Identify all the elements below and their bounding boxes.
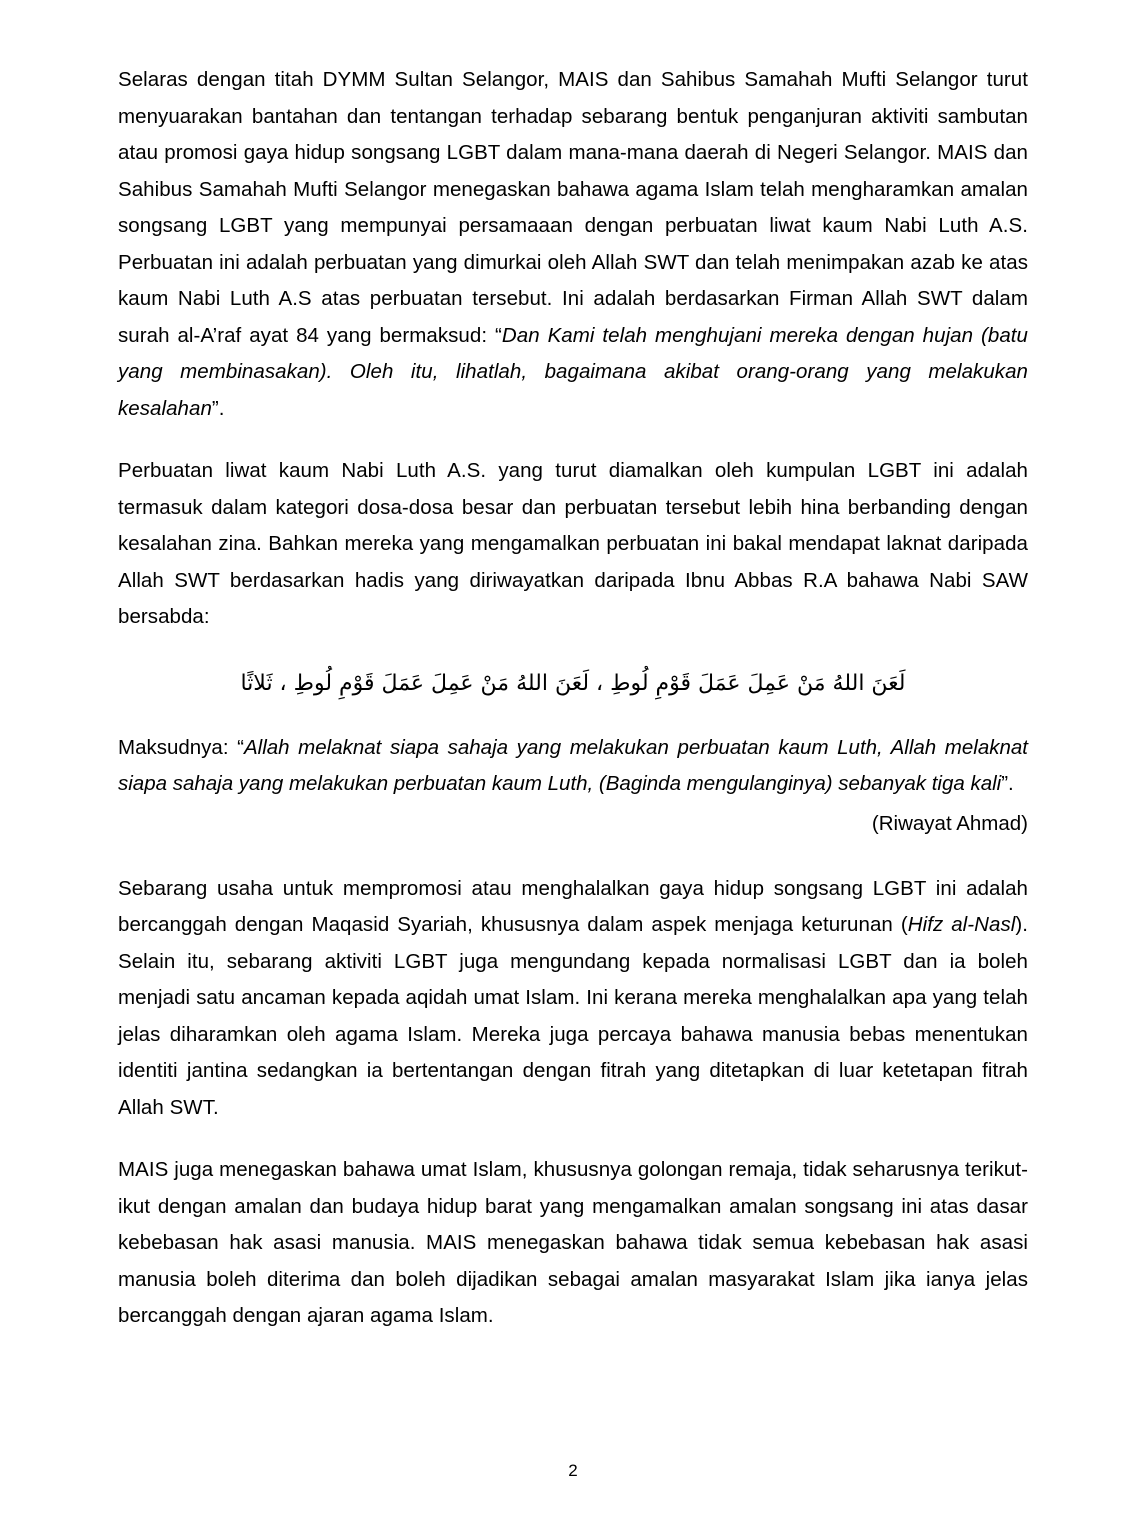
paragraph-1-text-italic: Dan Kami telah menghujani mereka dengan hujan (batu yang membinasakan). Oleh itu, lihatlah, bagaimana akibat orang-orang yang melakukan kesalahan: [118, 323, 1028, 420]
paragraph-2-text: Perbuatan liwat kaum Nabi Luth A.S. yang turut diamalkan oleh kumpulan LGBT ini adalah termasuk dalam kategori dosa-dosa besar dan perbuatan tersebut lebih hina berbanding dengan kesalahan zina. Bahkan mereka yang mengamalkan perbuatan ini bakal mendapat laknat daripada Allah SWT berdasarkan hadis yang diriwayatkan daripada Ibnu Abbas R.A bahawa Nabi SAW bersabda:: [118, 459, 1028, 628]
paragraph-3-text-normal-b: ). Selain itu, sebarang aktiviti LGBT juga mengundang kepada normalisasi LGBT dan ia boleh menjadi satu ancaman kepada aqidah umat Islam. Ini kerana mereka menghalalkan apa yang telah jelas diharamkan oleh agama Islam. Mereka juga percaya bahawa manusia bebas menentukan identiti jantina sedangkan ia bertentangan dengan fitrah yang ditetapkan di luar ketetapan fitrah Allah SWT.: [118, 913, 1028, 1119]
paragraph-3-text-normal-a: Sebarang usaha untuk mempromosi atau menghalalkan gaya hidup songsang LGBT ini adalah bercanggah dengan Maqasid Syariah, khususnya dalam aspek menjaga keturunan (: [118, 876, 1028, 936]
paragraph-1-text-normal-b: ”.: [211, 396, 225, 420]
page-number: 2: [568, 1461, 578, 1480]
translation-italic-text: Allah melaknat siapa sahaja yang melakukan perbuatan kaum Luth, Allah melaknat siapa sahaja yang melakukan perbuatan kaum Luth, (Baginda mengulanginya) sebanyak tiga kali: [118, 735, 1028, 795]
paragraph-1-text-normal-a: Selaras dengan titah DYMM Sultan Selangor, MAIS dan Sahibus Samahah Mufti Selangor turut menyuarakan bantahan dan tentangan terhadap sebarang bentuk penganjuran aktiviti sambutan atau promosi gaya hidup songsang LGBT dalam mana-mana daerah di Negeri Selangor. MAIS dan Sahibus Samahah Mufti Selangor menegaskan bahawa agama Islam telah mengharamkan amalan songsang LGBT yang mempunyai persamaaan dengan perbuatan liwat kaum Nabi Luth A.S. Perbuatan ini adalah perbuatan yang dimurkai oleh Allah SWT dan telah menimpakan azab ke atas kaum Nabi Luth A.S atas perbuatan tersebut. Ini adalah berdasarkan Firman Allah SWT dalam surah al-A’raf ayat 84 yang bermaksud: “: [118, 68, 1028, 347]
paragraph-4-text: MAIS juga menegaskan bahawa umat Islam, khususnya golongan remaja, tidak seharusnya terikut-ikut dengan amalan dan budaya hidup barat yang mengamalkan amalan songsang ini atas dasar kebebasan hak asasi manusia. MAIS menegaskan bahawa tidak semua kebebasan hak asasi manusia boleh diterima dan boleh dijadikan sebagai amalan masyarakat Islam jika ianya jelas bercanggah dengan ajaran agama Islam.: [118, 1158, 1028, 1327]
paragraph-3-text-italic: Hifz al-Nasl: [907, 913, 1016, 936]
paragraph-2: [118, 453, 1028, 636]
arabic-hadith-quote: لَعَنَ اللهُ مَنْ عَمِلَ عَمَلَ قَوْمِ لُوطِ ، لَعَنَ اللهُ مَنْ عَمِلَ عَمَلَ قَوْمِ لُوطِ ، ثَلاثًا: [240, 670, 906, 696]
translation-paragraph: [118, 730, 1028, 803]
translation-closing: ”.: [1001, 772, 1014, 795]
translation-label: Maksudnya: “: [118, 735, 244, 759]
paragraph-1: [118, 62, 1028, 427]
paragraph-4: [118, 1152, 1028, 1335]
paragraph-3: [118, 871, 1028, 1127]
hadith-attribution: (Riwayat Ahmad): [871, 811, 1028, 835]
document-body: [118, 62, 1028, 1335]
